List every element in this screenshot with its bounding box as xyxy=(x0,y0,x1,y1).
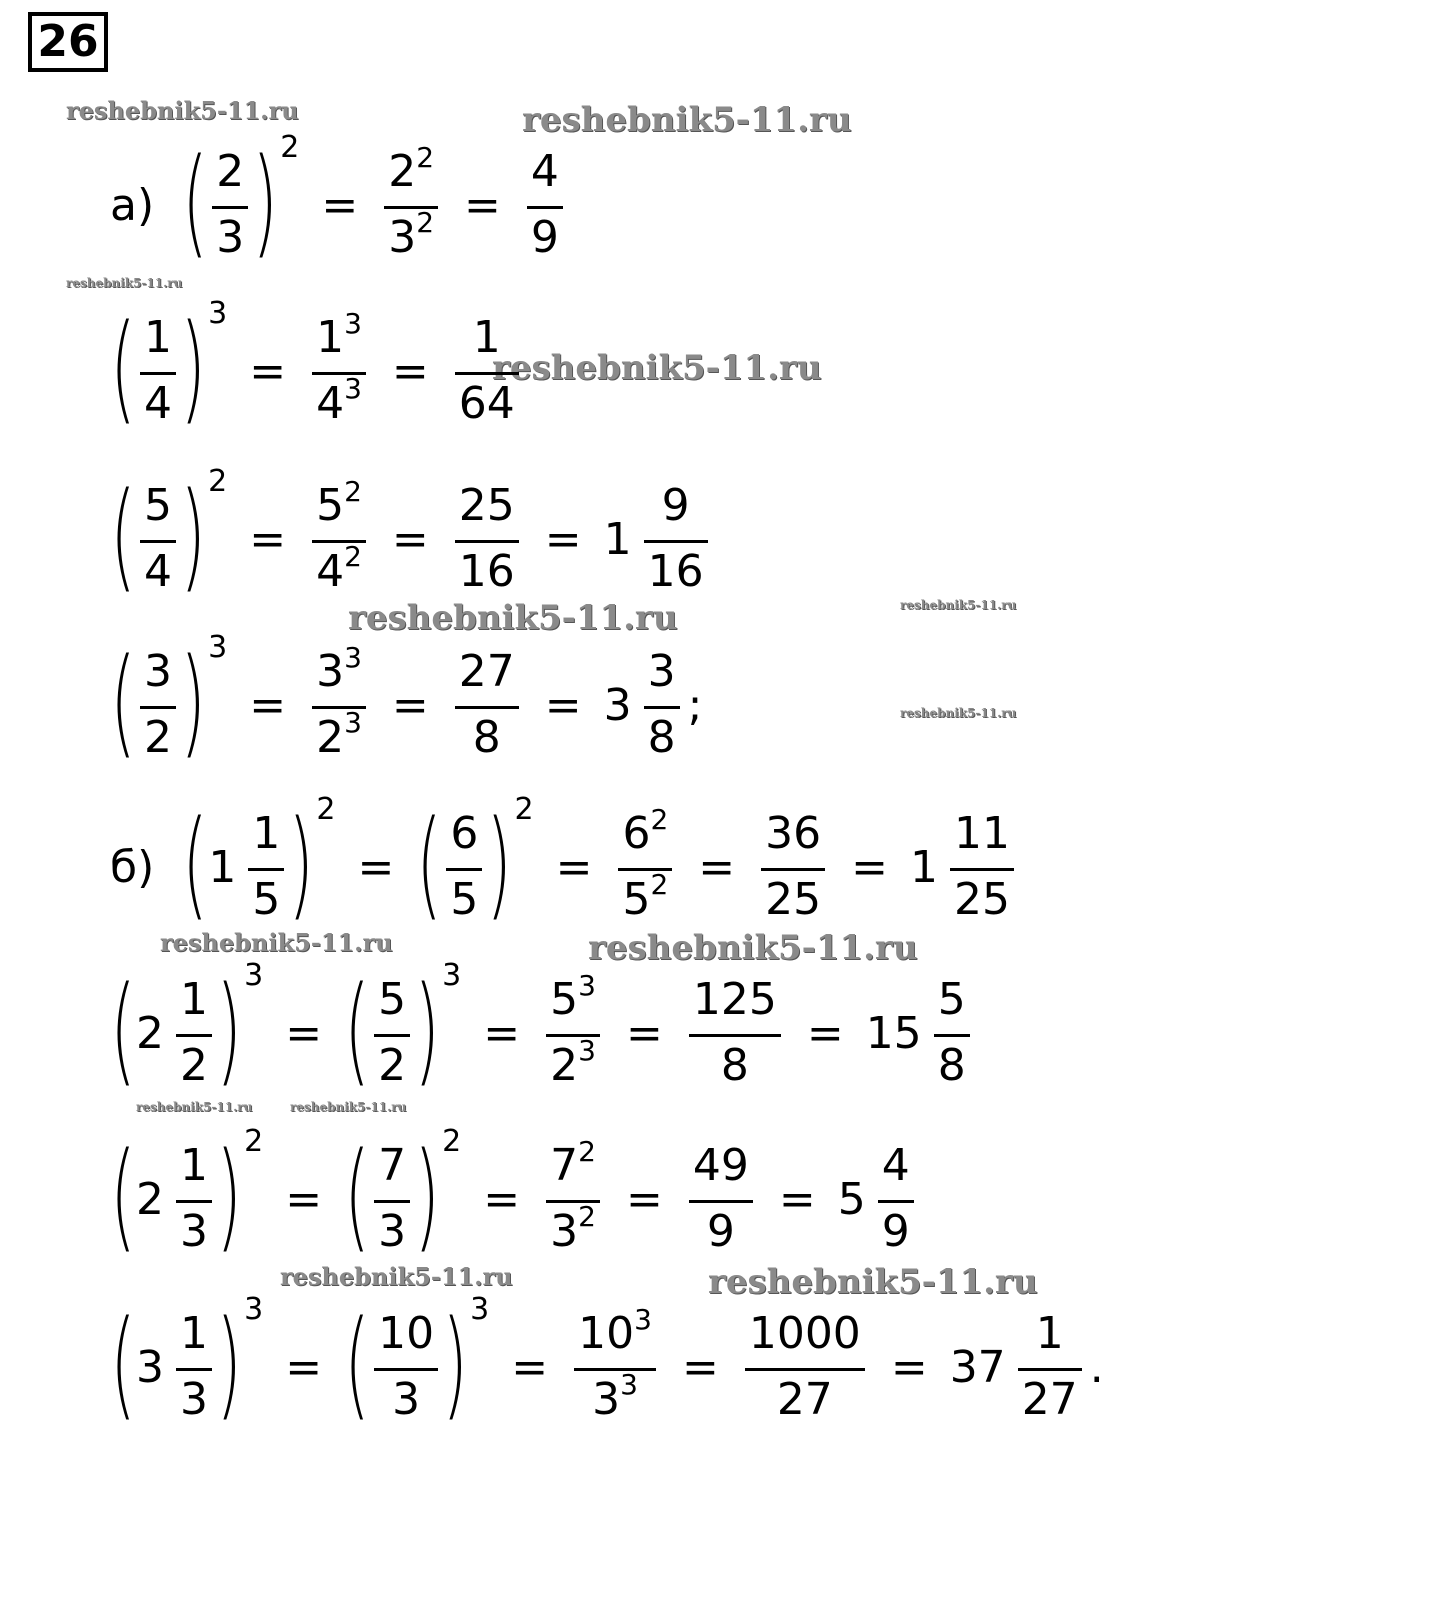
fraction-numerator: 10 xyxy=(378,1308,435,1360)
denominator-exponent: 2 xyxy=(650,867,669,901)
fraction xyxy=(140,480,176,597)
fraction-bar xyxy=(248,868,284,871)
fraction-denominator: 25 xyxy=(954,873,1011,925)
fraction-bar xyxy=(878,1200,914,1203)
watermark: reshebnik5-11.ru xyxy=(160,928,393,957)
power-exponent: 3 xyxy=(442,957,462,993)
left-parenthesis: ( xyxy=(344,960,370,1098)
fraction xyxy=(745,1308,865,1425)
equation-row xyxy=(110,630,702,780)
right-parenthesis: ) xyxy=(180,466,206,604)
fraction-bar xyxy=(374,1368,438,1371)
equals-sign: = xyxy=(391,513,429,565)
fraction-denominator: 27 xyxy=(1021,1373,1078,1425)
fraction-numerator: 5 xyxy=(937,974,966,1026)
equation-row xyxy=(110,1292,1104,1442)
mixed-whole-part: 3 xyxy=(136,1341,165,1393)
fraction xyxy=(455,312,519,429)
fraction xyxy=(140,646,176,763)
fraction-denominator: 4 xyxy=(144,545,173,597)
watermark: reshebnik5-11.ru xyxy=(900,598,1017,612)
fraction-numerator: 11 xyxy=(954,808,1011,860)
fraction-numerator: $6^2$ xyxy=(622,802,669,860)
fraction xyxy=(312,474,366,597)
fraction-numerator: 5 xyxy=(144,480,173,532)
parenthesized-power xyxy=(110,295,228,436)
fraction xyxy=(761,808,825,925)
fraction-denominator: 8 xyxy=(720,1039,749,1091)
fraction-denominator: $3^2$ xyxy=(388,205,435,263)
power-exponent: 3 xyxy=(244,957,264,993)
fraction-denominator: $5^2$ xyxy=(622,867,669,925)
parenthesized-power xyxy=(344,957,462,1098)
fraction-denominator: 5 xyxy=(252,873,281,925)
fraction-numerator: 36 xyxy=(765,808,822,860)
fraction xyxy=(312,306,366,429)
denominator-exponent: 2 xyxy=(416,205,435,239)
parenthesized-power xyxy=(110,1291,264,1432)
equation-row xyxy=(110,792,1018,942)
mixed-whole-part: 2 xyxy=(136,1173,165,1225)
fraction-denominator: 27 xyxy=(776,1373,833,1425)
problem-number: 26 xyxy=(28,12,108,72)
watermark: reshebnik5-11.ru xyxy=(66,276,183,290)
fraction-denominator: 3 xyxy=(378,1205,407,1257)
fraction-denominator: $2^3$ xyxy=(550,1033,596,1091)
fraction xyxy=(546,1134,600,1257)
denominator-exponent: 2 xyxy=(578,1199,596,1233)
power-exponent: 3 xyxy=(208,295,228,331)
fraction-bar xyxy=(176,1034,212,1037)
equals-sign: = xyxy=(511,1341,549,1393)
parenthesized-power xyxy=(110,463,228,604)
fraction-bar xyxy=(761,868,825,871)
left-parenthesis: ( xyxy=(416,794,443,932)
fraction xyxy=(374,1308,438,1425)
fraction-numerator: 1 xyxy=(1035,1308,1064,1360)
fraction-bar xyxy=(644,540,708,543)
watermark: reshebnik5-11.ru xyxy=(136,1100,253,1114)
numerator-exponent: 3 xyxy=(634,1302,652,1336)
denominator-exponent: 3 xyxy=(344,371,362,405)
equals-sign: = xyxy=(698,841,736,893)
fraction-denominator: 8 xyxy=(472,711,501,763)
watermark: reshebnik5-11.ru xyxy=(900,706,1017,720)
fraction xyxy=(878,1140,914,1257)
fraction-denominator: 16 xyxy=(647,545,704,597)
left-parenthesis: ( xyxy=(182,794,208,932)
left-parenthesis: ( xyxy=(344,1294,370,1432)
fraction-numerator: 3 xyxy=(144,646,173,698)
fraction-numerator: 125 xyxy=(692,974,777,1026)
right-parenthesis: ) xyxy=(216,1126,242,1264)
fraction-denominator: 9 xyxy=(706,1205,735,1257)
fraction-bar xyxy=(176,1200,212,1203)
right-parenthesis: ) xyxy=(180,632,206,770)
fraction xyxy=(248,808,284,925)
fraction-numerator: 1 xyxy=(180,1308,209,1360)
numerator-exponent: 3 xyxy=(344,306,362,340)
mixed-whole-part: 1 xyxy=(603,513,632,565)
part-label: а) xyxy=(110,179,155,231)
denominator-exponent: 2 xyxy=(344,539,362,573)
fraction xyxy=(446,808,482,925)
fraction-denominator: 3 xyxy=(180,1205,209,1257)
fraction-denominator: 3 xyxy=(392,1373,421,1425)
fraction-bar xyxy=(140,540,176,543)
mixed-whole-part: 5 xyxy=(837,1173,866,1225)
equals-sign: = xyxy=(285,1173,323,1225)
fraction-numerator: $5^2$ xyxy=(316,474,362,532)
power-exponent: 2 xyxy=(442,1123,462,1159)
fraction xyxy=(527,146,563,263)
fraction-bar xyxy=(527,206,563,209)
fraction xyxy=(384,140,438,263)
fraction-bar xyxy=(574,1368,656,1371)
fraction-numerator: 7 xyxy=(378,1140,407,1192)
fraction-numerator: 1 xyxy=(180,974,209,1026)
power-exponent: 2 xyxy=(316,791,336,827)
fraction-denominator: 8 xyxy=(647,711,676,763)
left-parenthesis: ( xyxy=(110,466,136,604)
equals-sign: = xyxy=(464,179,501,231)
fraction xyxy=(574,1302,656,1425)
fraction-numerator: 49 xyxy=(692,1140,749,1192)
fraction xyxy=(644,646,680,763)
right-parenthesis: ) xyxy=(414,960,440,1098)
right-parenthesis: ) xyxy=(216,960,242,1098)
fraction xyxy=(374,1140,410,1257)
equals-sign: = xyxy=(851,841,889,893)
watermark: reshebnik5-11.ru xyxy=(708,1262,1038,1302)
fraction-numerator: 1 xyxy=(472,312,501,364)
fraction-numerator: 1 xyxy=(180,1140,209,1192)
fraction-denominator: 3 xyxy=(180,1373,209,1425)
equals-sign: = xyxy=(391,679,429,731)
fraction-bar xyxy=(689,1034,781,1037)
fraction-numerator: 4 xyxy=(530,146,559,198)
fraction xyxy=(950,808,1014,925)
fraction-numerator: $5^3$ xyxy=(550,968,596,1026)
power-exponent: 3 xyxy=(244,1291,264,1327)
fraction-bar xyxy=(689,1200,753,1203)
fraction-denominator: 2 xyxy=(378,1039,407,1091)
fraction-bar xyxy=(374,1200,410,1203)
power-exponent: 3 xyxy=(208,629,228,665)
equals-sign: = xyxy=(806,1007,844,1059)
left-parenthesis: ( xyxy=(110,1294,136,1432)
fraction-numerator: $1^3$ xyxy=(316,306,362,364)
equals-sign: = xyxy=(625,1007,663,1059)
fraction-bar xyxy=(374,1034,410,1037)
fraction-bar xyxy=(455,540,519,543)
watermark: reshebnik5-11.ru xyxy=(290,1100,407,1114)
fraction xyxy=(374,974,410,1091)
equals-sign: = xyxy=(321,179,359,231)
watermark: reshebnik5-11.ru xyxy=(492,348,822,388)
fraction-bar xyxy=(176,1368,212,1371)
fraction-numerator: 27 xyxy=(458,646,515,698)
part-label: б) xyxy=(110,841,155,893)
fraction-denominator: $4^3$ xyxy=(316,371,362,429)
fraction-bar xyxy=(455,372,519,375)
left-parenthesis: ( xyxy=(182,132,208,270)
fraction xyxy=(644,480,708,597)
fraction-bar xyxy=(745,1368,865,1371)
equals-sign: = xyxy=(285,1007,323,1059)
watermark: reshebnik5-11.ru xyxy=(66,96,299,125)
equals-sign: = xyxy=(681,1341,719,1393)
numerator-exponent: 3 xyxy=(344,640,362,674)
mixed-whole-part: 15 xyxy=(865,1007,922,1059)
equals-sign: = xyxy=(625,1173,663,1225)
fraction-bar xyxy=(455,706,519,709)
fraction-bar xyxy=(1018,1368,1082,1371)
power-exponent: 2 xyxy=(208,463,228,499)
right-parenthesis: ) xyxy=(486,794,513,932)
fraction-denominator: 4 xyxy=(144,377,173,429)
equals-sign: = xyxy=(544,513,582,565)
fraction-denominator: 9 xyxy=(530,211,559,263)
parenthesized-power xyxy=(110,1123,264,1264)
equation-row xyxy=(110,1124,918,1274)
denominator-exponent: 3 xyxy=(344,705,362,739)
fraction-numerator: 25 xyxy=(458,480,515,532)
fraction-bar xyxy=(212,206,248,209)
fraction-denominator: 16 xyxy=(458,545,515,597)
parenthesized-power xyxy=(344,1123,462,1264)
fraction-numerator: 1000 xyxy=(748,1308,861,1360)
fraction-denominator: $3^3$ xyxy=(592,1367,638,1425)
left-parenthesis: ( xyxy=(110,632,136,770)
right-parenthesis: ) xyxy=(288,794,315,932)
mixed-whole-part: 2 xyxy=(136,1007,165,1059)
fraction-numerator: 2 xyxy=(216,146,245,198)
fraction-numerator: 9 xyxy=(661,480,690,532)
fraction-numerator: $2^2$ xyxy=(388,140,435,198)
fraction xyxy=(212,146,248,263)
fraction xyxy=(618,802,672,925)
equals-sign: = xyxy=(890,1341,928,1393)
denominator-exponent: 3 xyxy=(578,1033,596,1067)
equation-row xyxy=(110,296,523,446)
power-exponent: 3 xyxy=(470,1291,490,1327)
watermark: reshebnik5-11.ru xyxy=(588,928,918,968)
fraction xyxy=(140,312,176,429)
equation-row xyxy=(110,958,974,1108)
left-parenthesis: ( xyxy=(110,1126,136,1264)
right-parenthesis: ) xyxy=(442,1294,468,1432)
equals-sign: = xyxy=(544,679,582,731)
fraction-denominator: 5 xyxy=(450,873,479,925)
fraction-numerator: 6 xyxy=(450,808,479,860)
fraction xyxy=(689,1140,753,1257)
parenthesized-power xyxy=(182,791,336,932)
parenthesized-power xyxy=(182,129,300,270)
mixed-whole-part: 1 xyxy=(910,841,939,893)
trailing-punctuation: ; xyxy=(687,679,703,731)
fraction-denominator: 2 xyxy=(180,1039,209,1091)
fraction-numerator: 5 xyxy=(378,974,407,1026)
fraction xyxy=(176,1140,212,1257)
equals-sign: = xyxy=(249,345,287,397)
right-parenthesis: ) xyxy=(216,1294,242,1432)
numerator-exponent: 2 xyxy=(344,474,362,508)
fraction-denominator: $3^2$ xyxy=(550,1199,596,1257)
fraction-denominator: 25 xyxy=(765,873,822,925)
fraction-denominator: $4^2$ xyxy=(316,539,362,597)
right-parenthesis: ) xyxy=(414,1126,440,1264)
mixed-whole-part: 1 xyxy=(208,841,237,893)
equals-sign: = xyxy=(555,841,593,893)
fraction-numerator: 1 xyxy=(144,312,173,364)
numerator-exponent: 2 xyxy=(650,802,669,836)
fraction-denominator: 8 xyxy=(937,1039,966,1091)
fraction-bar xyxy=(644,706,680,709)
fraction-bar xyxy=(140,372,176,375)
mixed-whole-part: 37 xyxy=(949,1341,1006,1393)
fraction-bar xyxy=(446,868,482,871)
equals-sign: = xyxy=(483,1007,521,1059)
fraction-denominator: 64 xyxy=(458,377,515,429)
fraction-numerator: $10^3$ xyxy=(578,1302,652,1360)
fraction xyxy=(455,480,519,597)
equation-row xyxy=(110,464,712,614)
fraction xyxy=(1018,1308,1082,1425)
parenthesized-power xyxy=(110,629,228,770)
equals-sign: = xyxy=(778,1173,816,1225)
fraction-bar xyxy=(934,1034,970,1037)
fraction-bar xyxy=(140,706,176,709)
trailing-punctuation: . xyxy=(1089,1341,1104,1393)
denominator-exponent: 3 xyxy=(620,1367,638,1401)
fraction-numerator: $3^3$ xyxy=(316,640,362,698)
fraction xyxy=(689,974,781,1091)
numerator-exponent: 3 xyxy=(578,968,596,1002)
power-exponent: 2 xyxy=(280,129,300,165)
fraction-denominator: 2 xyxy=(144,711,173,763)
parenthesized-power xyxy=(416,791,534,932)
equals-sign: = xyxy=(249,513,287,565)
equals-sign: = xyxy=(285,1341,323,1393)
fraction xyxy=(176,974,212,1091)
numerator-exponent: 2 xyxy=(416,140,435,174)
fraction xyxy=(546,968,600,1091)
watermark: reshebnik5-11.ru xyxy=(348,598,678,638)
left-parenthesis: ( xyxy=(344,1126,370,1264)
fraction-denominator: 3 xyxy=(216,211,245,263)
power-exponent: 2 xyxy=(514,791,534,827)
fraction-numerator: 1 xyxy=(252,808,281,860)
fraction-denominator: 9 xyxy=(881,1205,910,1257)
power-exponent: 2 xyxy=(244,1123,264,1159)
left-parenthesis: ( xyxy=(110,960,136,1098)
fraction-numerator: 4 xyxy=(881,1140,910,1192)
fraction xyxy=(312,640,366,763)
fraction xyxy=(176,1308,212,1425)
fraction xyxy=(455,646,519,763)
right-parenthesis: ) xyxy=(252,132,278,270)
fraction-numerator: $7^2$ xyxy=(550,1134,596,1192)
watermark: reshebnik5-11.ru xyxy=(522,100,852,140)
mixed-whole-part: 3 xyxy=(603,679,632,731)
watermark: reshebnik5-11.ru xyxy=(280,1262,513,1291)
parenthesized-power xyxy=(110,957,264,1098)
parenthesized-power xyxy=(344,1291,490,1432)
equals-sign: = xyxy=(249,679,287,731)
numerator-exponent: 2 xyxy=(578,1134,596,1168)
equals-sign: = xyxy=(357,841,395,893)
left-parenthesis: ( xyxy=(110,298,136,436)
fraction-bar xyxy=(950,868,1014,871)
fraction xyxy=(934,974,970,1091)
right-parenthesis: ) xyxy=(180,298,206,436)
equation-row xyxy=(110,130,567,280)
fraction-numerator: 3 xyxy=(647,646,676,698)
equals-sign: = xyxy=(391,345,429,397)
equals-sign: = xyxy=(483,1173,521,1225)
fraction-denominator: $2^3$ xyxy=(316,705,362,763)
